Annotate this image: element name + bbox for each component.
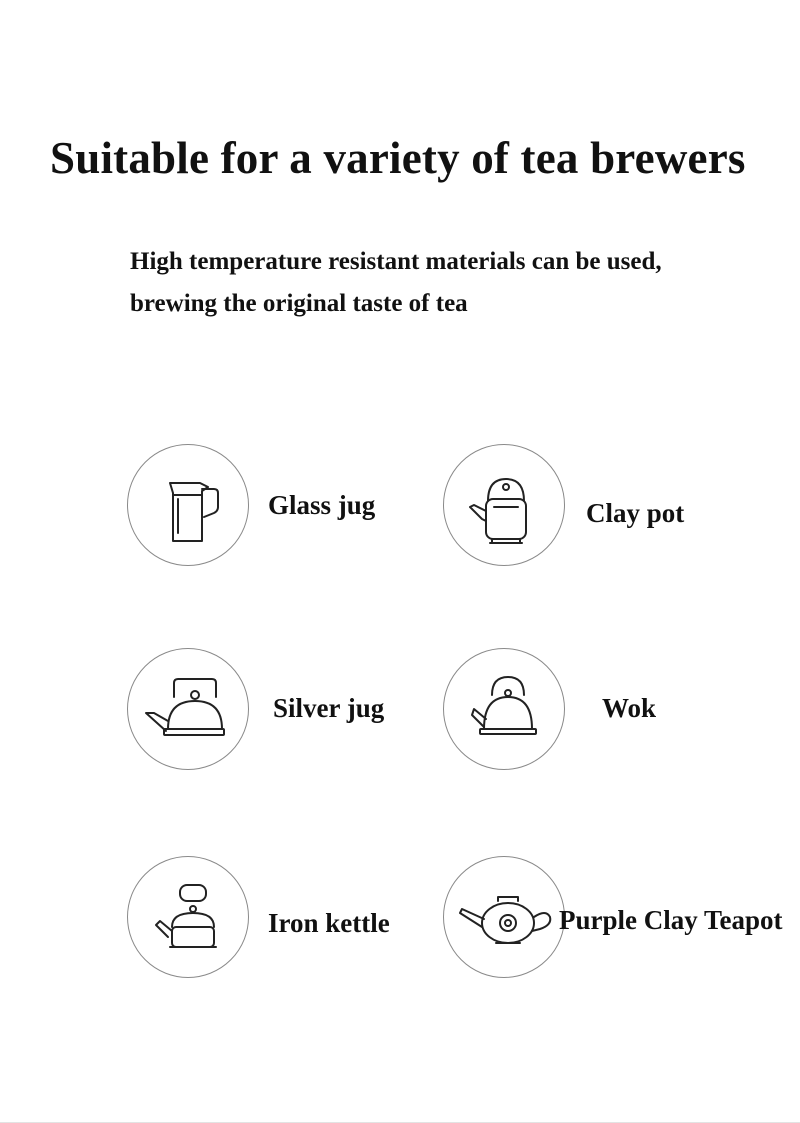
subtitle-line-1: High temperature resistant materials can be used, [130, 248, 662, 275]
brewer-label-clay-pot: Clay pot [586, 498, 685, 528]
brewer-circle-purple-clay-teapot [443, 856, 565, 978]
brewer-circle-glass-jug [127, 444, 249, 566]
brewer-circle-silver-jug [127, 648, 249, 770]
brewer-label-iron-kettle: Iron kettle [268, 908, 390, 938]
brewer-label-silver-jug: Silver jug [273, 693, 385, 723]
iron-kettle-icon [128, 857, 250, 979]
subtitle-line-2: brewing the original taste of tea [130, 290, 468, 317]
purple-clay-teapot-icon [444, 857, 566, 979]
wok-kettle-icon [444, 649, 566, 771]
silver-jug-icon [128, 649, 250, 771]
brewer-circle-clay-pot [443, 444, 565, 566]
brewer-label-wok: Wok [602, 693, 657, 723]
page-title: Suitable for a variety of tea brewers [50, 133, 746, 183]
brewer-label-glass-jug: Glass jug [268, 490, 376, 520]
subtitle [130, 241, 770, 325]
brewer-label-purple-clay-teapot: Purple Clay Teapot [559, 905, 783, 935]
brewer-circle-wok [443, 648, 565, 770]
glass-jug-icon [128, 445, 250, 567]
brewer-circle-iron-kettle [127, 856, 249, 978]
clay-pot-icon [444, 445, 566, 567]
